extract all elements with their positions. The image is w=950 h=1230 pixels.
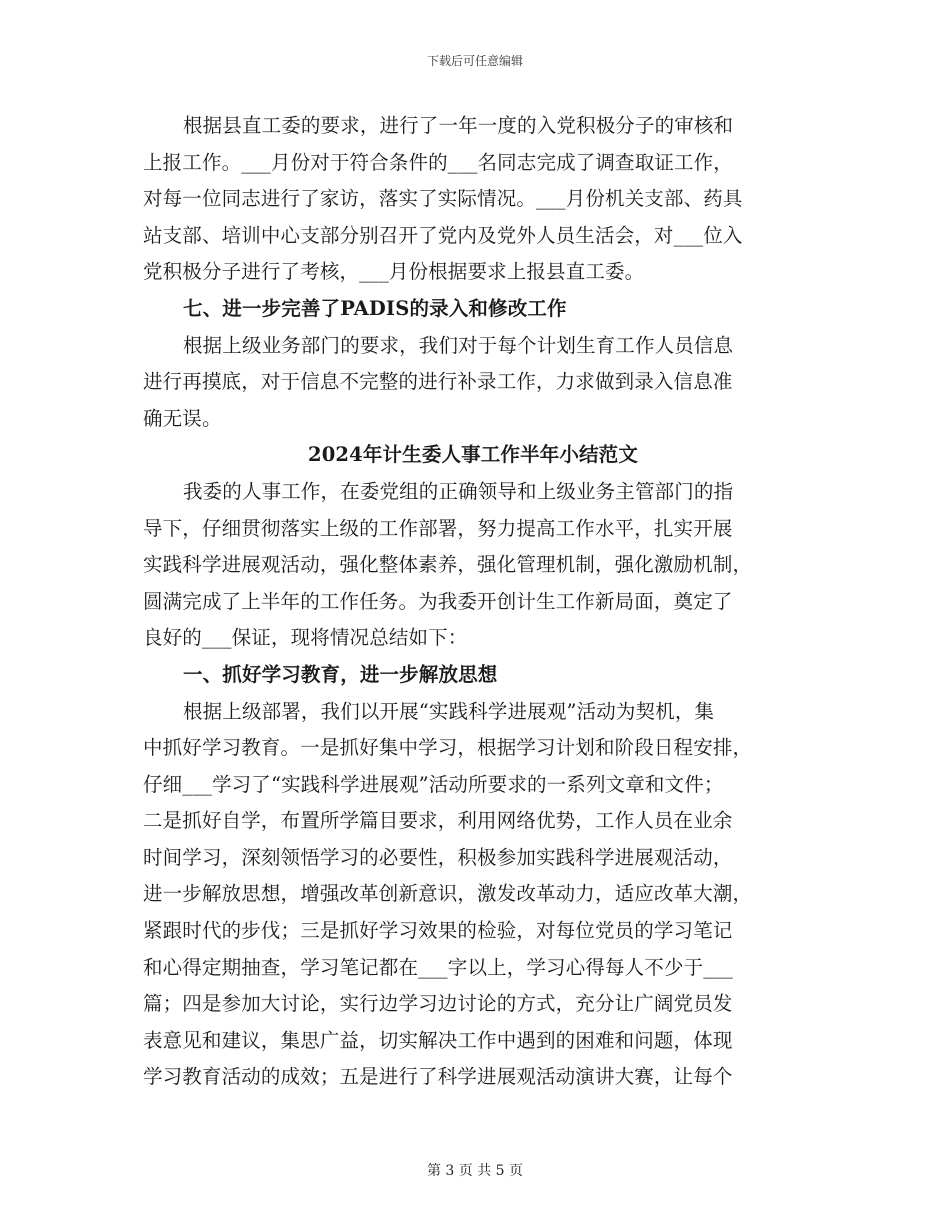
text-line: 我委的人事工作，在委党组的正确领导和上级业务主管部门的指 xyxy=(183,479,734,503)
text-line: 根据县直工委的要求，进行了一年一度的入党积极分子的审核和 xyxy=(183,114,734,137)
page-footer: 第 3 页 共 5 页 xyxy=(426,1163,524,1179)
section-heading: 七、进一步完善了PADIS的录入和修改工作 xyxy=(183,296,567,320)
text-line: 根据上级部署，我们以开展“实践科学进展观”活动为契机，集 xyxy=(183,699,715,723)
text-line: 紧跟时代的步伐；三是抓好学习效果的检验，对每位党员的学习笔记 xyxy=(143,919,733,943)
text-line: 学习教育活动的成效；五是进行了科学进展观活动演讲大赛，让每个 xyxy=(143,1065,733,1089)
text-line: 圆满完成了上半年的工作任务。为我委开创计生工作新局面，奠定了 xyxy=(143,589,733,613)
text-line: 站支部、培训中心支部分别召开了党内及党外人员生活会，对___位入 xyxy=(143,223,743,247)
text-line: 仔细___学习了“实践科学进展观”活动所要求的一系列文章和文件； xyxy=(143,772,724,796)
text-line: 时间学习，深刻领悟学习的必要性，积极参加实践科学进展观活动， xyxy=(143,845,733,869)
text-line: 上报工作。___月份对于符合条件的___名同志完成了调查取证工作， xyxy=(143,150,733,174)
section-heading: 2024年计生委人事工作半年小结范文 xyxy=(308,443,638,467)
page-header: 下载后可任意编辑 xyxy=(426,54,523,68)
section-heading: 一、抓好学习教育，进一步解放思想 xyxy=(183,662,498,686)
text-line: 良好的___保证，现将情况总结如下： xyxy=(143,626,468,650)
text-line: 根据上级业务部门的要求，我们对于每个计划生育工作人员信息 xyxy=(183,333,734,357)
text-line: 实践科学进展观活动，强化整体素养，强化管理机制，强化激励机制， xyxy=(143,553,753,577)
document-body xyxy=(143,108,803,1096)
text-line: 表意见和建议，集思广益，切实解决工作中遇到的困难和问题，体现 xyxy=(143,1028,733,1052)
text-line: 党积极分子进行了考核，___月份根据要求上报县直工委。 xyxy=(143,260,645,284)
text-line: 进一步解放思想，增强改革创新意识，激发改革动力，适应改革大潮， xyxy=(143,882,753,906)
text-line: 对每一位同志进行了家访，落实了实际情况。___月份机关支部、药具 xyxy=(143,187,743,211)
text-line: 进行再摸底，对于信息不完整的进行补录工作，力求做到录入信息准 xyxy=(143,370,733,394)
text-line: 篇；四是参加大讨论，实行边学习边讨论的方式，充分让广阔党员发 xyxy=(143,992,733,1016)
text-line: 二是抓好自学，布置所学篇目要求，利用网络优势，工作人员在业余 xyxy=(143,809,733,833)
text-line: 确无误。 xyxy=(143,406,222,430)
text-line: 和心得定期抽查，学习笔记都在___字以上，学习心得每人不少于___ xyxy=(143,955,733,979)
text-line: 中抓好学习教育。一是抓好集中学习，根据学习计划和阶段日程安排， xyxy=(143,736,753,760)
text-line: 导下，仔细贯彻落实上级的工作部署，努力提高工作水平，扎实开展 xyxy=(143,516,733,540)
